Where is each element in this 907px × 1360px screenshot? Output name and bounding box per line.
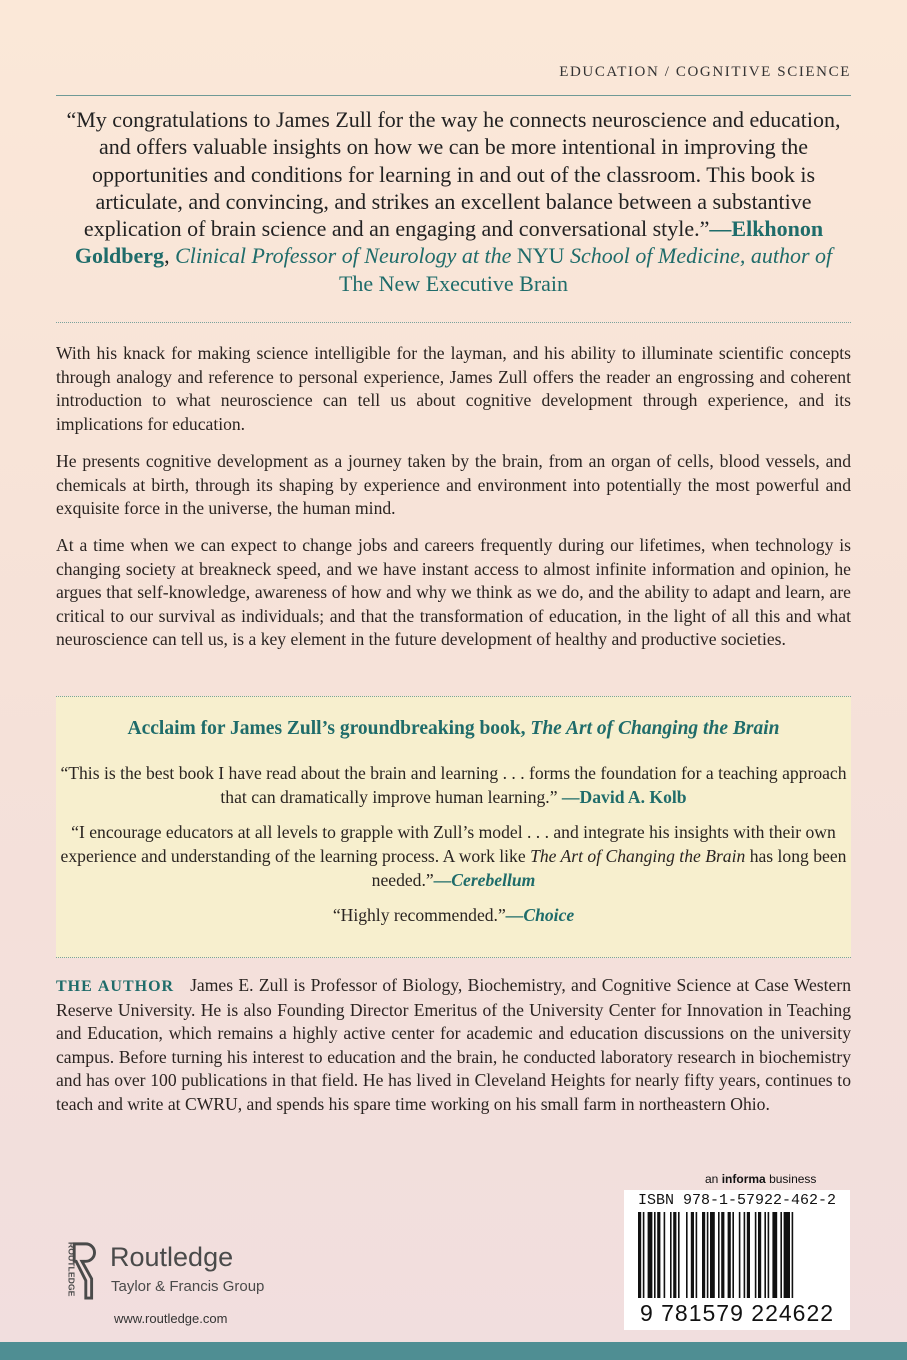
barcode-bar [670, 1212, 672, 1298]
quote-source: —David A. Kolb [561, 787, 687, 807]
barcode-bar [728, 1212, 731, 1298]
barcode-bar [638, 1212, 641, 1298]
barcode-bar [758, 1212, 761, 1298]
acclaim-heading-text: Acclaim for James Zull’s groundbreaking book, [127, 718, 526, 739]
acclaim-top-divider [56, 696, 851, 697]
routledge-logo-icon [60, 1240, 100, 1300]
isbn-label: ISBN 978-1-57922-462-2 [637, 1192, 837, 1209]
author-bio-text: James E. Zull is Professor of Biology, Biochemistry, and Cognitive Science at Case Western Reserve University. He is also Founding Director Emeritus of the University Center for Innovation in Teaching and Education, which remains a highly active center for academic and education discussions on the university campus. Before turning his interest to education and the brain, he conducted laboratory research in biochemistry and has over 100 publications in that field. He has lived in Cleveland Heights for nearly fifty years, continues to teach and write at CWRU, and spends his spare time working on his small farm in northeastern Ohio. [56, 975, 851, 1114]
acclaim-quote-choice [56, 903, 851, 927]
barcode-bar [643, 1212, 645, 1298]
description-paragraph: At a time when we can expect to change jobs and careers frequently during our lifetimes, when technology is changing society at breakneck speed, and we have instant access to almost infinite information and opinion, he argues that self-knowledge, awareness of how and why we think as we do, and the ability to adapt and learn, are critical to our survival as individuals; and that the transformation of education, in the light of all this and what neuroscience can tell us, is a key element in the future development of healthy and productive societies. [56, 535, 851, 649]
barcode-bar [768, 1212, 770, 1298]
quote-text-end: has long been needed.” [371, 846, 847, 890]
barcode-bar [707, 1212, 709, 1298]
barcode-bar [764, 1212, 766, 1298]
barcode-bar [686, 1212, 688, 1298]
barcode-bar [702, 1212, 705, 1298]
barcode-bar [772, 1212, 777, 1298]
barcode-bar [747, 1212, 750, 1298]
barcode-bar [784, 1212, 790, 1298]
barcode-bar [721, 1212, 724, 1298]
barcode-bar [780, 1212, 782, 1298]
quote-text: “This is the best book I have read about the brain and learning . . . forms the foundation for a teaching approach that can dramatically improve human learning.” [60, 763, 847, 807]
author-bio [56, 974, 851, 1116]
endorsement-quote: “My congratulations to James Zull for the way he connects neuroscience and education, and offers valuable insights on how we can be more intentional in improving the opportunities and conditions for learning in and out of the classroom. This book is articulate, and convincing, and strikes an excellent balance between a substantive explication of brain science and an engaging and conversational style.”—Elkhonon Goldberg, Clinical Professor of Neurology at the NYU School of Medicine, author of The New Executive Brain [66, 107, 841, 296]
acclaim-heading [56, 718, 851, 740]
endorsement-org-rest: School of Medicine, author of [570, 243, 833, 269]
barcode-bar [755, 1212, 757, 1298]
informa-suffix: business [769, 1172, 817, 1186]
endorsement-title: Clinical Professor of Neurology at the [175, 243, 512, 269]
informa-prefix: an [705, 1172, 719, 1186]
barcode-bar [673, 1212, 676, 1298]
description-paragraph: With his knack for making science intelligible for the layman, and his ability to illuminate scientific concepts through analogy and reference to personal experience, James Zull offers the reader an engrossing and coherent introduction to what neuroscience can tell us about cognitive development through experience, and its implications for education. [56, 343, 851, 434]
author-label: THE AUTHOR [56, 978, 175, 995]
quote-source: —Cerebellum [433, 870, 536, 890]
barcode-bar [744, 1212, 746, 1298]
barcode-bar [718, 1212, 720, 1298]
informa-brand: informa [721, 1172, 766, 1186]
publisher-name: Routledge [110, 1242, 234, 1272]
acclaim-heading-book: The Art of Changing the Brain [530, 718, 780, 739]
endorsement-name: —Elkhonon Goldberg [74, 216, 824, 269]
endorsement-divider [56, 322, 851, 323]
endorsement-book: The New Executive Brain [338, 270, 569, 296]
publisher-website: www.routledge.com [114, 1311, 228, 1326]
quote-source: —Choice [505, 905, 575, 925]
barcode-bar [696, 1212, 698, 1298]
barcode-bar [648, 1212, 653, 1298]
barcode-bar [792, 1212, 794, 1298]
quote-text: “Highly recommended.” [332, 905, 506, 925]
barcode-bar [664, 1212, 666, 1298]
acclaim-quote-kolb [56, 761, 851, 809]
publisher-group: Taylor & Francis Group [111, 1278, 265, 1295]
category-label: EDUCATION / COGNITIVE SCIENCE [559, 64, 851, 80]
endorsement-org: NYU [516, 243, 565, 269]
barcode-bar [654, 1212, 656, 1298]
acclaim-panel [56, 696, 851, 958]
publisher-logo [60, 1240, 290, 1300]
barcode-bar [732, 1212, 734, 1298]
quote-text: “I encourage educators at all levels to grapple with Zull’s model . . . and integrate his insights with their own experience and understanding of the learning process. A work like [60, 822, 836, 866]
barcode-bar [739, 1212, 741, 1298]
barcode-bar [710, 1212, 715, 1298]
barcode-bar [691, 1212, 694, 1298]
acclaim-bottom-divider [56, 957, 851, 958]
barcode-bar [678, 1212, 680, 1298]
top-divider [56, 95, 851, 96]
isbn-barcode [624, 1190, 850, 1330]
barcode-bar [657, 1212, 660, 1298]
informa-business-label [705, 1172, 816, 1186]
bottom-color-band [0, 1342, 907, 1360]
acclaim-quote-cerebellum [56, 820, 851, 892]
barcode-digits: 9 781579 224622 [639, 1300, 835, 1326]
svg-text:ROUTLEDGE: ROUTLEDGE [66, 1241, 77, 1297]
endorsement-text: “My congratulations to James Zull for the way he connects neuroscience and education, and offers valuable insights on how we can be more intentional in improving the opportunities and conditions for learning in and out of the classroom. This book is articulate, and convincing, and strikes an excellent balance between a substantive explication of brain science and an engaging and conversational style.” [66, 107, 841, 242]
quote-book-title: The Art of Changing the Brain [530, 846, 746, 866]
barcode-bars [636, 1212, 838, 1302]
description-paragraph: He presents cognitive development as a journey taken by the brain, from an organ of cells, blood vessels, and chemicals at birth, through its shaping by experience and environment into potentially the most powerful and exquisite force in the universe, the human mind. [56, 451, 851, 518]
